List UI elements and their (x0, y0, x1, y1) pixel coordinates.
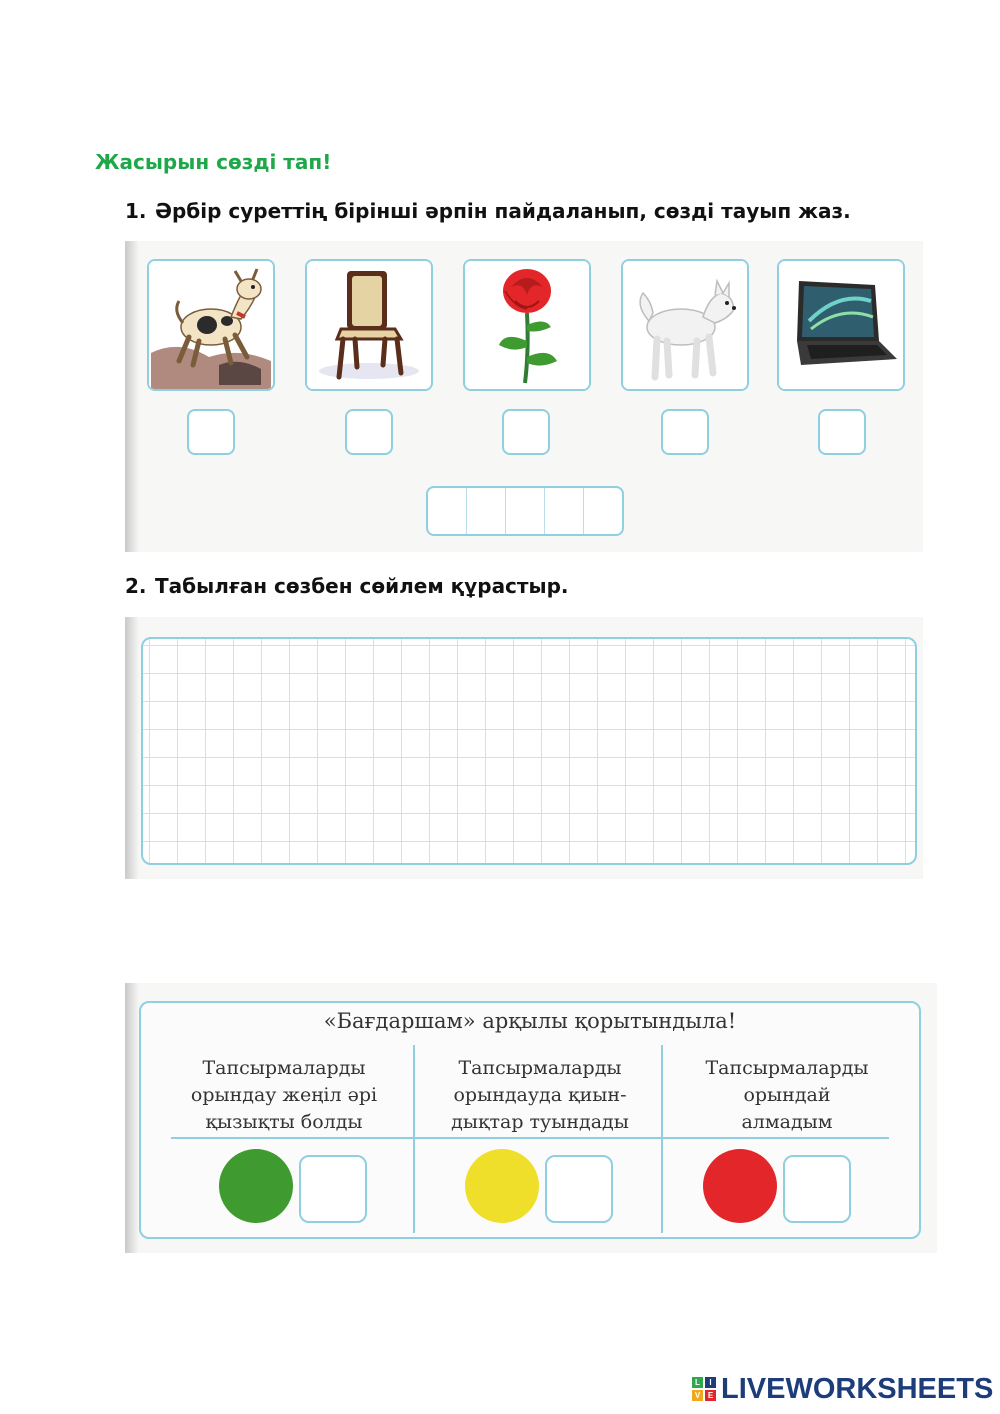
chair-icon (307, 261, 431, 389)
column-2-line-1: Тапсырмаларды (458, 1057, 622, 1079)
logo-letter: I (705, 1377, 716, 1388)
goat-kid-icon (149, 261, 273, 389)
logo-mark-icon (692, 1377, 716, 1401)
red-light-circle (703, 1149, 777, 1223)
column-1-line-1: Тапсырмаларды (202, 1057, 366, 1079)
yellow-light-circle (465, 1149, 539, 1223)
green-checkbox[interactable] (299, 1155, 367, 1223)
page-title: Жасырын сөзді тап! (95, 150, 332, 174)
task-2-number: 2. (125, 574, 147, 598)
picture-card-4 (621, 259, 749, 391)
sentence-writing-panel (125, 617, 923, 879)
word-letter-cell (506, 488, 545, 534)
dog-icon (623, 261, 747, 389)
column-divider (661, 1045, 663, 1233)
column-3-line-2: орындай (743, 1084, 831, 1106)
letter-answer-box-1[interactable] (187, 409, 235, 455)
column-1-line-2: орындау жеңіл әрі (190, 1084, 378, 1106)
letter-answer-box-2[interactable] (345, 409, 393, 455)
picture-card-5 (777, 259, 905, 391)
traffic-light-reflection-panel (125, 983, 937, 1253)
picture-card-3 (463, 259, 591, 391)
logo-letter: L (692, 1377, 703, 1388)
word-letter-cell (428, 488, 467, 534)
picture-card-1 (147, 259, 275, 391)
logo-letter: E (705, 1390, 716, 1401)
word-letter-cell (545, 488, 584, 534)
green-light-circle (219, 1149, 293, 1223)
traffic-light-title: «Бағдаршам» арқылы қорытындыла! (323, 1009, 737, 1033)
column-3-line-1: Тапсырмаларды (705, 1057, 869, 1079)
word-letter-cell (467, 488, 506, 534)
rose-icon (465, 261, 589, 389)
task-2-text: Табылған сөзбен сөйлем құрастыр. (155, 574, 569, 598)
logo-text: LIVEWORKSHEETS (721, 1372, 994, 1405)
picture-card-2 (305, 259, 433, 391)
logo-letter: V (692, 1390, 703, 1401)
letter-answer-box-3[interactable] (502, 409, 550, 455)
task-1-number: 1. (125, 199, 147, 223)
reflection-column-yellow (419, 1041, 661, 1231)
column-2-line-3: дықтар туындады (451, 1111, 629, 1133)
letter-answer-box-4[interactable] (661, 409, 709, 455)
traffic-light-table (139, 1001, 921, 1239)
column-3-line-3: алмадым (741, 1111, 833, 1133)
liveworksheets-logo (692, 1374, 993, 1404)
sentence-writing-grid[interactable] (141, 637, 917, 865)
yellow-checkbox[interactable] (545, 1155, 613, 1223)
red-checkbox[interactable] (783, 1155, 851, 1223)
task-2-heading (125, 574, 569, 598)
column-divider (413, 1045, 415, 1233)
hidden-word-answer-box[interactable] (426, 486, 624, 536)
letter-answer-box-5[interactable] (818, 409, 866, 455)
task-1-heading (125, 199, 851, 223)
laptop-icon (779, 261, 903, 389)
picture-puzzle-panel (125, 241, 923, 552)
table-header-divider (171, 1137, 889, 1139)
column-1-line-3: қызықты болды (205, 1111, 363, 1133)
task-1-text: Әрбір суреттің бірінші әрпін пайдаланып, сөзді тауып жаз. (155, 199, 851, 223)
word-letter-cell (584, 488, 622, 534)
column-2-line-2: орындауда қиын- (453, 1084, 627, 1106)
